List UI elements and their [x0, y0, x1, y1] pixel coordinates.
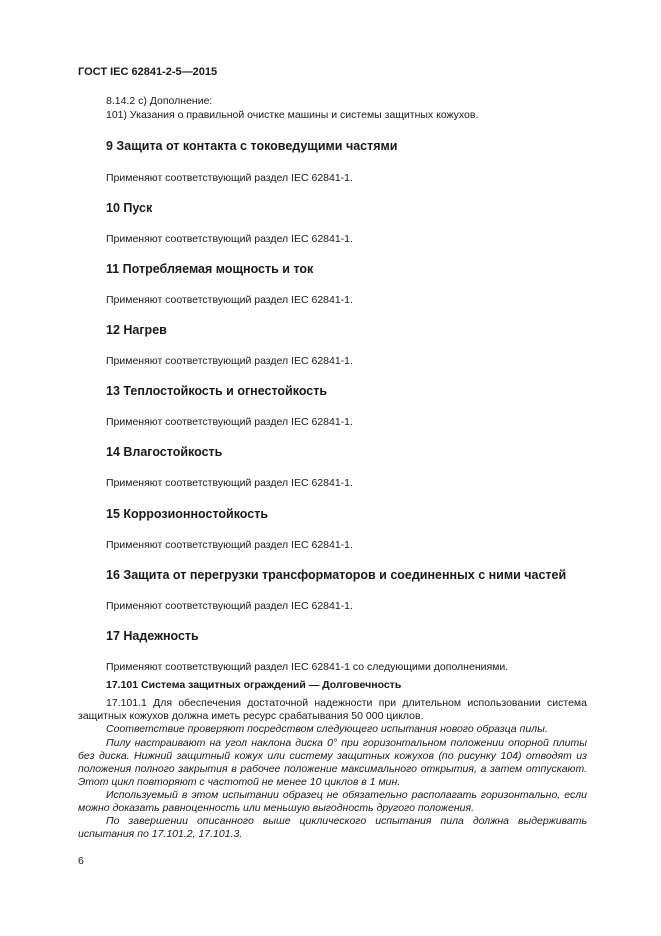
- section-heading-13: 13 Теплостойкость и огнестойкость: [106, 384, 328, 398]
- paragraph-sample-position: Используемый в этом испытании образец не обязательно располагать горизонтально, если можно доказать равноценность или меньшую выгодность другого положения.: [78, 789, 587, 814]
- section-heading-11: 11 Потребляемая мощность и ток: [106, 262, 314, 276]
- section-body-16: Применяют соответствующий раздел IEC 62841-1.: [106, 600, 353, 612]
- section-body-13: Применяют соответствующий раздел IEC 62841-1.: [106, 416, 353, 428]
- section-body-15: Применяют соответствующий раздел IEC 62841-1.: [106, 539, 353, 551]
- section-heading-16: 16 Защита от перегрузки трансформаторов и соединенных с ними частей: [106, 568, 567, 582]
- clause-item-101: 101) Указания о правильной очистке машины и системы защитных кожухов.: [106, 109, 479, 121]
- clause-intro: 8.14.2 с) Дополнение:: [106, 95, 213, 107]
- section-heading-15: 15 Коррозионностойкость: [106, 507, 269, 521]
- subsection-title: 17.101 Система защитных ограждений — Долговечность: [106, 679, 402, 691]
- section-body-17: Применяют соответствующий раздел IEC 62841-1 со следующими дополнениями.: [106, 661, 509, 673]
- section-body-9: Применяют соответствующий раздел IEC 62841-1.: [106, 172, 353, 184]
- section-heading-10: 10 Пуск: [106, 201, 153, 215]
- paragraph-test-procedure: Пилу настраивают на угол наклона диска 0° при горизонтальном положении опорной плиты без диска. Нижний защитный кожух или систему защитных кожухов (по рисунку 104) отводят из положения полного закрытия в рабочее положение максимального открытия, а затем отпускают. Этот цикл повторяют с частотой не менее 10 циклов в 1 мин.: [78, 737, 587, 788]
- paragraph-after-test: По завершении описанного выше циклического испытания пила должна выдерживать испытания по 17.101.2, 17.101.3.: [78, 815, 587, 840]
- paragraph-compliance: Соответствие проверяют посредством следующего испытания нового образца пилы.: [106, 723, 548, 735]
- section-body-11: Применяют соответствующий раздел IEC 62841-1.: [106, 294, 353, 306]
- paragraph-17-101-1: 17.101.1 Для обеспечения достаточной надежности при длительном использовании система защитных кожухов должна иметь ресурс срабатывания 50 000 циклов.: [78, 697, 587, 722]
- document-header: ГОСТ IEC 62841-2-5—2015: [78, 66, 218, 78]
- section-heading-9: 9 Защита от контакта с токоведущими частями: [106, 139, 398, 153]
- section-heading-12: 12 Нагрев: [106, 323, 167, 337]
- page-number: 6: [78, 855, 84, 867]
- section-heading-17: 17 Надежность: [106, 629, 199, 643]
- section-heading-14: 14 Влагостойкость: [106, 445, 223, 459]
- section-body-12: Применяют соответствующий раздел IEC 62841-1.: [106, 355, 353, 367]
- section-body-10: Применяют соответствующий раздел IEC 62841-1.: [106, 233, 353, 245]
- section-body-14: Применяют соответствующий раздел IEC 62841-1.: [106, 477, 353, 489]
